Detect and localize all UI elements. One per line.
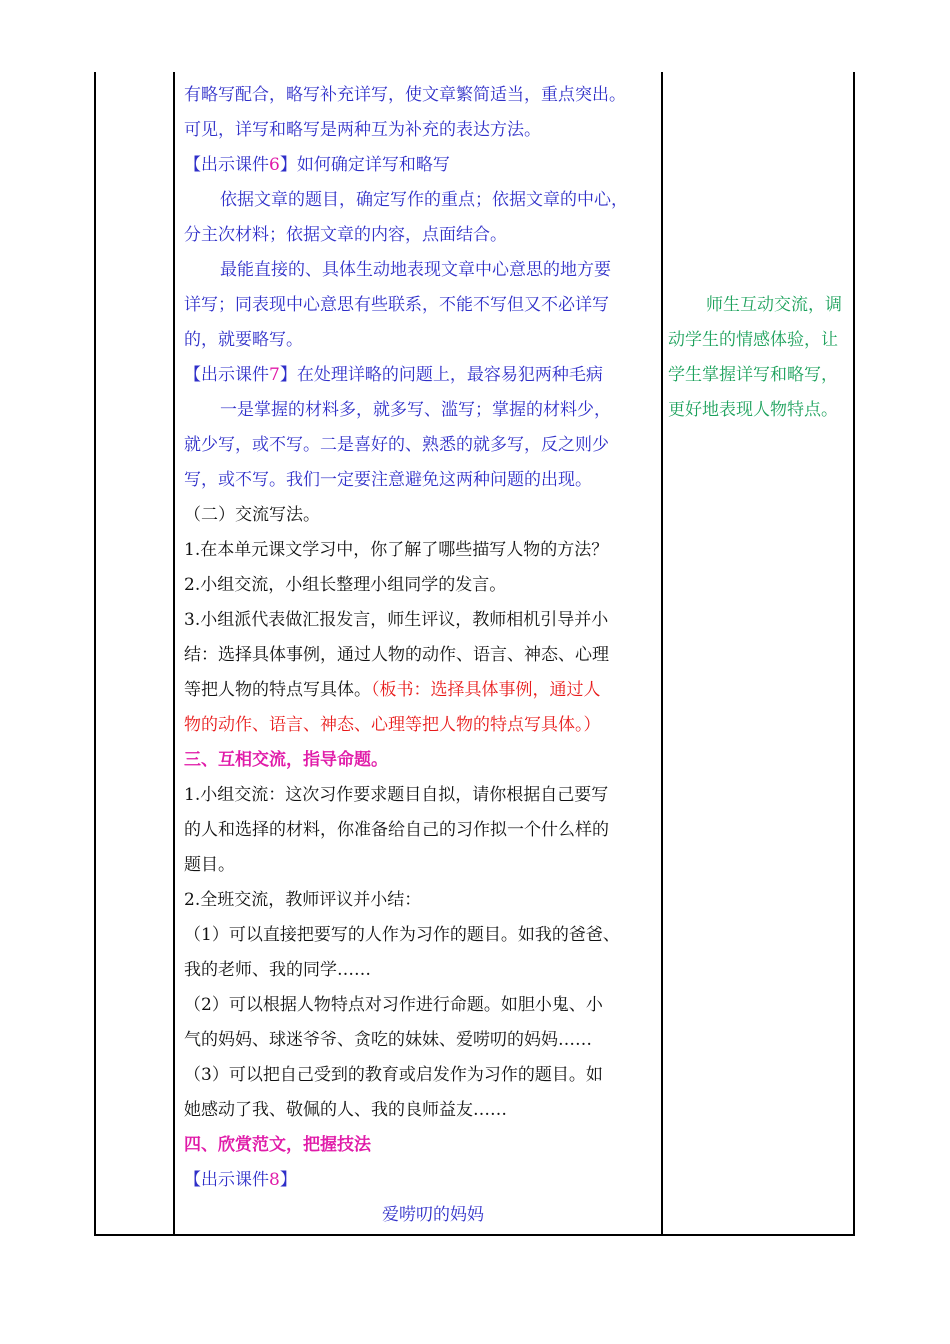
text-line: 写，或不写。我们一定要注意避免这两种问题的出现。: [184, 470, 592, 490]
text-line: 结：选择具体事例，通过人物的动作、语言、神态、心理: [184, 645, 609, 665]
text-line: 她感动了我、敬佩的人、我的良师益友……: [184, 1100, 507, 1120]
text-line: （1）可以直接把要写的人作为习作的题目。如我的爸爸、: [184, 925, 620, 945]
essay-title: 爱唠叨的妈妈: [382, 1205, 484, 1225]
text-line: 3.小组派代表做汇报发言，师生评议，教师相机引导并小: [184, 610, 609, 630]
courseware-line-6: [184, 148, 662, 183]
text-line: 1.在本单元课文学习中，你了解了哪些描写人物的方法？: [184, 540, 609, 560]
text-line: 可见，详写和略写是两种互为补充的表达方法。: [184, 120, 541, 140]
text-line: 气的妈妈、球迷爷爷、贪吃的妹妹、爱唠叨的妈妈……: [184, 1030, 592, 1050]
blackboard-note: 物的动作、语言、神态、心理等把人物的特点写具体。）: [184, 715, 601, 735]
courseware-label: 【出示课件: [184, 1170, 269, 1190]
text-segment: 等把人物的特点写具体。: [184, 680, 371, 700]
side-note-line: 更好地表现人物特点。: [668, 400, 838, 420]
courseware-number: 6: [269, 155, 280, 175]
text-line: 有略写配合，略写补充详写，使文章繁简适当，重点突出。: [184, 85, 626, 105]
text-line: 一是掌握的材料多，就多写、滥写；掌握的材料少，: [220, 400, 611, 420]
text-line: 最能直接的、具体生动地表现文章中心意思的地方要: [220, 260, 611, 280]
side-note-line: 动学生的情感体验，让: [668, 330, 838, 350]
courseware-number: 7: [269, 365, 280, 385]
courseware-title: 】: [279, 1170, 297, 1190]
text-line: 的，就要略写。: [184, 330, 303, 350]
table-bottom-border: [94, 1234, 855, 1236]
teaching-content: [184, 78, 662, 1233]
courseware-title: 】在处理详略的问题上，最容易犯两种毛病: [279, 365, 603, 385]
text-line: 依据文章的题目，确定写作的重点；依据文章的中心，: [220, 190, 628, 210]
section-subheading: （二）交流写法。: [184, 505, 320, 525]
table-divider-1: [173, 72, 175, 1236]
courseware-label: 【出示课件: [184, 365, 269, 385]
courseware-label: 【出示课件: [184, 155, 269, 175]
courseware-line-8: [184, 1163, 662, 1198]
side-note-line: 学生掌握详写和略写，: [668, 365, 838, 385]
blackboard-note: （板书：选择具体事例，通过人: [371, 680, 601, 700]
courseware-title: 】如何确定详写和略写: [279, 155, 450, 175]
text-line: 题目。: [184, 855, 235, 875]
text-line: 就少写，或不写。二是喜好的、熟悉的就多写，反之则少: [184, 435, 609, 455]
text-line: 详写；同表现中心意思有些联系，不能不写但又不必详写: [184, 295, 609, 315]
text-line: 2.小组交流，小组长整理小组同学的发言。: [184, 575, 507, 595]
section-heading-3: 三、互相交流，指导命题。: [184, 750, 388, 770]
section-heading-4: 四、欣赏范文，把握技法: [184, 1135, 371, 1155]
text-line: 的人和选择的材料，你准备给自己的习作拟一个什么样的: [184, 820, 609, 840]
text-line: 2.全班交流，教师评议并小结：: [184, 890, 422, 910]
side-note-line: 师生互动交流，调: [706, 295, 842, 315]
text-line-with-blackboard: [184, 673, 662, 708]
text-line: 我的老师、我的同学……: [184, 960, 371, 980]
text-line: 分主次材料；依据文章的内容，点面结合。: [184, 225, 507, 245]
courseware-number: 8: [269, 1170, 280, 1190]
courseware-line-7: [184, 358, 662, 393]
table-right-border: [853, 72, 855, 1236]
text-line: （2）可以根据人物特点对习作进行命题。如胆小鬼、小: [184, 995, 603, 1015]
design-intent-column: [668, 288, 856, 428]
text-line: 1.小组交流：这次习作要求题目自拟，请你根据自己要写: [184, 785, 609, 805]
text-line: （3）可以把自己受到的教育或启发作为习作的题目。如: [184, 1065, 603, 1085]
table-left-border: [94, 72, 96, 1236]
